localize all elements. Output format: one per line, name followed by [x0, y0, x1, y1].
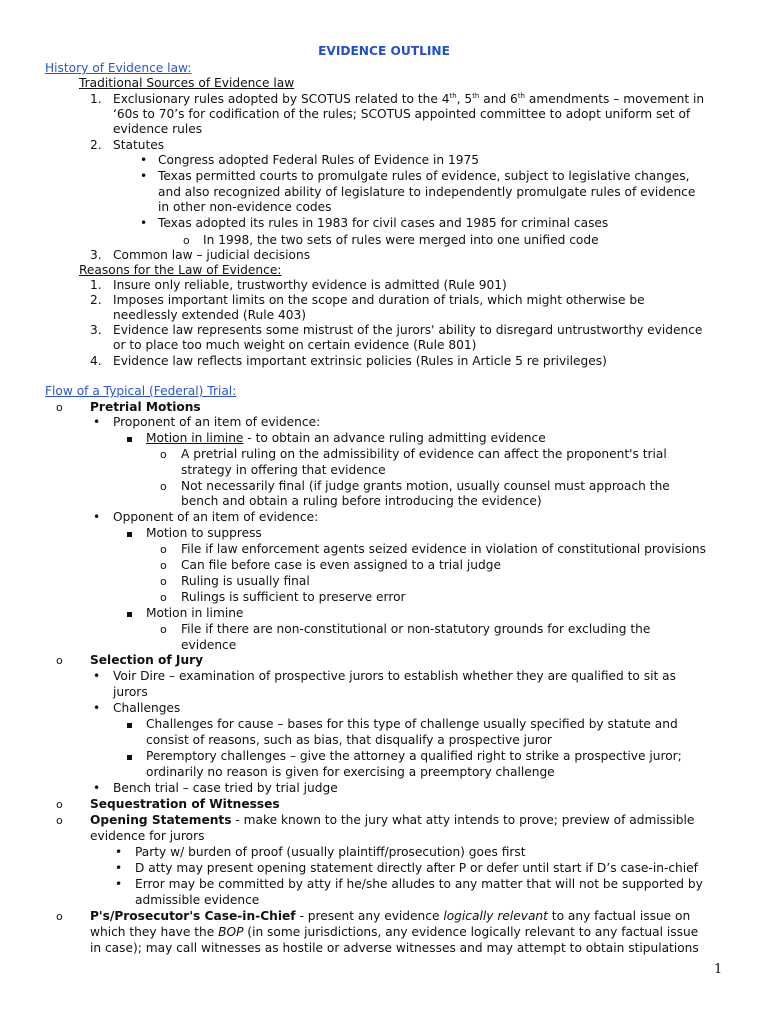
list-item-continuation: in other non-evidence codes [158, 200, 332, 214]
list-item: Bench trial – case tried by trial judge [113, 781, 338, 795]
page-number: 1 [714, 962, 723, 977]
list-item: Peremptory challenges – give the attorney a qualified right to strike a prospective juror; [146, 749, 682, 763]
list-item-continuation: jurors [113, 685, 148, 699]
circle-bullet-icon: o [56, 814, 63, 827]
list-item-continuation: or to place too much weight on certain evidence (Rule 801) [113, 338, 477, 352]
list-item: File if law enforcement agents seized evidence in violation of constitutional provisions [181, 542, 706, 556]
list-number: 3. [90, 248, 102, 262]
list-item-continuation: and also recognized ability of legislature to independently promulgate rules of evidence [158, 185, 696, 199]
list-item: Challenges for cause – bases for this type of challenge usually specified by statute and [146, 717, 678, 731]
list-item: Not necessarily final (if judge grants motion, usually counsel must approach the [181, 479, 670, 493]
circle-bullet-icon: o [183, 234, 190, 247]
list-number: 3. [90, 323, 102, 337]
square-bullet-icon [127, 755, 132, 760]
list-item: Motion in limine [146, 606, 244, 620]
bullet-icon: • [93, 415, 101, 429]
list-item: In 1998, the two sets of rules were merged into one unified code [203, 233, 599, 247]
bullet-icon: • [115, 861, 123, 875]
circle-bullet-icon: o [160, 575, 167, 588]
list-item: Insure only reliable, trustworthy evidence is admitted (Rule 901) [113, 278, 507, 292]
circle-bullet-icon: o [160, 623, 167, 636]
bullet-icon: • [93, 669, 101, 683]
list-item: Can file before case is even assigned to a trial judge [181, 558, 501, 572]
list-item: Statutes [113, 138, 165, 152]
list-item: Motion in limine - to obtain an advance ruling admitting evidence [146, 431, 546, 445]
circle-bullet-icon: o [56, 401, 63, 414]
list-item: Error may be committed by atty if he/she alludes to any matter that will not be supported by [135, 877, 703, 891]
list-item-continuation: in case); may call witnesses as hostile or adverse witnesses and may attempt to obtain stipulations [90, 941, 699, 955]
bullet-icon: • [93, 781, 101, 795]
list-item: Party w/ burden of proof (usually plaintiff/prosecution) goes first [135, 845, 526, 859]
list-item: Exclusionary rules adopted by SCOTUS related to the 4th, 5th and 6th amendments – movement in [113, 91, 705, 106]
list-item: Texas adopted its rules in 1983 for civil cases and 1985 for criminal cases [158, 216, 609, 230]
circle-bullet-icon: o [56, 910, 63, 923]
selection-of-jury-heading: Selection of Jury [90, 653, 204, 667]
list-item: A pretrial ruling on the admissibility of evidence can affect the proponent's trial [181, 447, 667, 461]
bullet-icon: • [140, 169, 148, 183]
list-item: Ruling is usually final [181, 574, 310, 588]
list-number: 1. [90, 278, 102, 292]
list-item: Challenges [113, 701, 181, 715]
list-item-continuation: bench and obtain a ruling before introducing the evidence) [181, 494, 542, 508]
square-bullet-icon [127, 612, 132, 617]
list-item-continuation: ordinarily no reason is given for exercising a preemptory challenge [146, 765, 555, 779]
document-title: EVIDENCE OUTLINE [318, 44, 450, 58]
square-bullet-icon [127, 437, 132, 442]
circle-bullet-icon: o [160, 559, 167, 572]
circle-bullet-icon: o [160, 480, 167, 493]
list-item: Rulings is sufficient to preserve error [181, 590, 406, 604]
list-item-continuation: evidence for jurors [90, 829, 205, 843]
circle-bullet-icon: o [56, 654, 63, 667]
list-item: Congress adopted Federal Rules of Evidence in 1975 [158, 153, 480, 167]
bullet-icon: • [140, 153, 148, 167]
case-in-chief-item: P's/Prosecutor's Case-in-Chief - present any evidence logically relevant to any factual issue on [90, 909, 691, 923]
list-number: 1. [90, 92, 102, 106]
list-item: Imposes important limits on the scope and duration of trials, which might otherwise be [113, 293, 645, 307]
list-item: Motion to suppress [146, 526, 262, 540]
list-number: 4. [90, 354, 102, 368]
list-number: 2. [90, 138, 102, 152]
circle-bullet-icon: o [56, 798, 63, 811]
sequestration-heading: Sequestration of Witnesses [90, 797, 280, 811]
list-number: 2. [90, 293, 102, 307]
list-item: Proponent of an item of evidence: [113, 415, 321, 429]
list-item: Common law – judicial decisions [113, 248, 311, 262]
square-bullet-icon [127, 532, 132, 537]
list-item-continuation: needlessly extended (Rule 403) [113, 308, 307, 322]
bullet-icon: • [115, 845, 123, 859]
list-item: Evidence law reflects important extrinsic policies (Rules in Article 5 re privileges) [113, 354, 607, 368]
bullet-icon: • [93, 510, 101, 524]
list-item-continuation: evidence [181, 638, 237, 652]
list-item: D atty may present opening statement directly after P or defer until start if D’s case-in-chief [135, 861, 698, 875]
reasons-heading: Reasons for the Law of Evidence: [79, 263, 282, 277]
history-heading: History of Evidence law: [45, 61, 192, 75]
list-item-continuation: ‘60s to 70’s for codification of the rules; SCOTUS appointed committee to adopt uniform set of [113, 107, 691, 121]
traditional-sources-heading: Traditional Sources of Evidence law [79, 76, 295, 90]
circle-bullet-icon: o [160, 543, 167, 556]
bullet-icon: • [93, 701, 101, 715]
list-item-continuation: which they have the BOP (in some jurisdictions, any evidence logically relevant to any factual issue [90, 925, 699, 939]
list-item: File if there are non-constitutional or non-statutory grounds for excluding the [181, 622, 651, 636]
circle-bullet-icon: o [160, 591, 167, 604]
list-item-continuation: strategy in offering that evidence [181, 463, 386, 477]
bullet-icon: • [140, 216, 148, 230]
square-bullet-icon [127, 723, 132, 728]
opening-statements-item: Opening Statements - make known to the jury what atty intends to prove; preview of admissible [90, 813, 695, 827]
bullet-icon: • [115, 877, 123, 891]
list-item: Voir Dire – examination of prospective jurors to establish whether they are qualified to sit as [113, 669, 676, 683]
list-item: Opponent of an item of evidence: [113, 510, 319, 524]
pretrial-motions-heading: Pretrial Motions [90, 400, 201, 414]
list-item-continuation: evidence rules [113, 122, 203, 136]
list-item-continuation: admissible evidence [135, 893, 260, 907]
list-item: Texas permitted courts to promulgate rules of evidence, subject to legislative changes, [158, 169, 690, 183]
list-item-continuation: consist of reasons, such as bias, that disqualify a prospective juror [146, 733, 552, 747]
flow-heading: Flow of a Typical (Federal) Trial: [45, 384, 237, 398]
circle-bullet-icon: o [160, 448, 167, 461]
list-item: Evidence law represents some mistrust of the jurors' ability to disregard untrustworthy evidence [113, 323, 703, 337]
